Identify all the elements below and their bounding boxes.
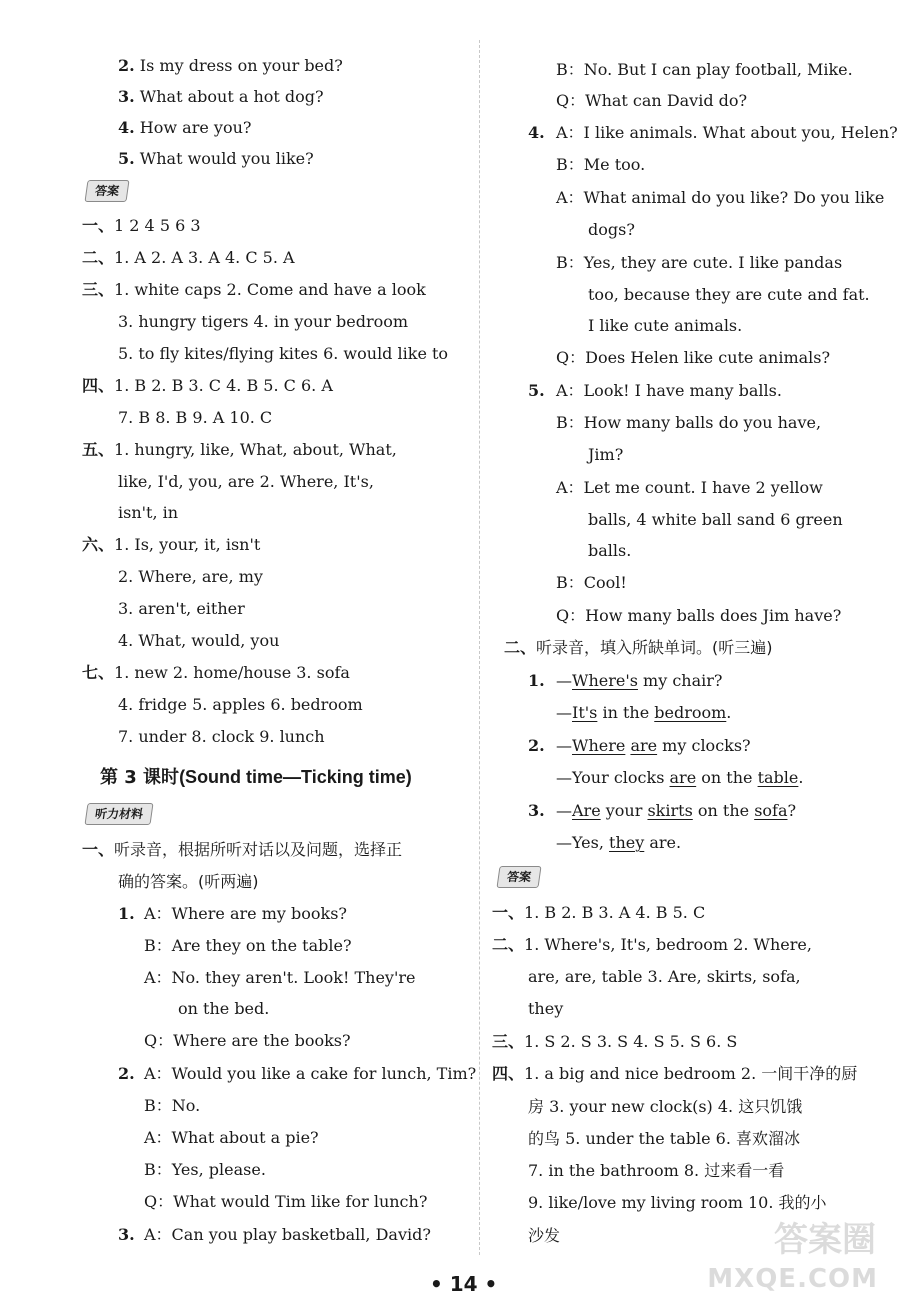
dialogue-line: Q：How many balls does Jim have? bbox=[556, 606, 842, 625]
lesson-title: 第 3 课时(Sound time—Ticking time) bbox=[100, 767, 412, 788]
dialogue-line: A：What about a pie? bbox=[144, 1128, 319, 1147]
answer-line: 六、1. Is, your, it, isn't bbox=[82, 535, 261, 554]
question-number: 2. bbox=[118, 1064, 135, 1083]
column-divider bbox=[479, 40, 480, 1255]
fill-line: —Your clocks are on the table. bbox=[556, 768, 804, 787]
dialogue-line: Jim? bbox=[588, 445, 624, 464]
fill-line: —Are your skirts on the sofa? bbox=[556, 801, 797, 820]
answer-line: 7. in the bathroom 8. 过来看一看 bbox=[528, 1161, 785, 1180]
answer-line: 一、1. B 2. B 3. A 4. B 5. C bbox=[492, 903, 706, 922]
dialogue-line: B：Yes, please. bbox=[144, 1160, 266, 1179]
answer-line: they bbox=[528, 999, 564, 1018]
answer-line: 4. fridge 5. apples 6. bedroom bbox=[118, 695, 363, 714]
question-number: 5. bbox=[528, 381, 545, 400]
answer-line: 3. hungry tigers 4. in your bedroom bbox=[118, 312, 409, 331]
question-number: 4. bbox=[528, 123, 545, 142]
question-number: 3. bbox=[528, 801, 545, 820]
watermark bbox=[707, 1210, 890, 1298]
dialogue-line: on the bed. bbox=[178, 999, 270, 1018]
dialogue-line: balls. bbox=[588, 541, 632, 560]
watermark-logo: 答案圈 bbox=[774, 1220, 876, 1260]
dialogue-line: A：Would you like a cake for lunch, Tim? bbox=[144, 1064, 477, 1083]
answer-line: 的鸟 5. under the table 6. 喜欢溜冰 bbox=[528, 1129, 801, 1148]
section-heading: 一、听录音，根据所听对话以及问题，选择正 bbox=[82, 840, 403, 859]
answer-line: 房 3. your new clock(s) 4. 这只饥饿 bbox=[528, 1097, 803, 1116]
page-number: • 14 • bbox=[430, 1272, 498, 1296]
dialogue-line: B：Are they on the table? bbox=[144, 936, 352, 955]
answer-line: 4. What, would, you bbox=[118, 631, 280, 650]
answer-line: like, I'd, you, are 2. Where, It's, bbox=[118, 472, 374, 491]
answer-line: 四、1. B 2. B 3. C 4. B 5. C 6. A bbox=[82, 376, 333, 395]
dialogue-line: A：Where are my books? bbox=[144, 904, 348, 923]
dialogue-line: Q：Does Helen like cute animals? bbox=[556, 348, 831, 367]
fill-line: —Yes, they are. bbox=[556, 833, 682, 852]
dialogue-line: B：No. bbox=[144, 1096, 201, 1115]
answer-line: are, are, table 3. Are, skirts, sofa, bbox=[528, 967, 801, 986]
answer-line: 四、1. a big and nice bedroom 2. 一间干净的厨 bbox=[492, 1064, 858, 1083]
fill-line: —Where's my chair? bbox=[556, 671, 723, 690]
fill-line: —It's in the bedroom. bbox=[556, 703, 732, 722]
question-number: 3. bbox=[118, 1225, 135, 1244]
question-number: 2. bbox=[528, 736, 545, 755]
dialogue-line: Q：Where are the books? bbox=[144, 1031, 351, 1050]
dialogue-line: A：Look! I have many balls. bbox=[556, 381, 782, 400]
listening-badge: 听力材料 bbox=[84, 803, 153, 825]
answer-line: 七、1. new 2. home/house 3. sofa bbox=[82, 663, 350, 682]
dialogue-line: B：No. But I can play football, Mike. bbox=[556, 60, 853, 79]
dialogue-line: Q：What can David do? bbox=[556, 91, 748, 110]
dialogue-line: Q：What would Tim like for lunch? bbox=[144, 1192, 428, 1211]
section-heading: 确的答案。(听两遍) bbox=[118, 872, 259, 891]
dialogue-line: A：What animal do you like? Do you like bbox=[556, 188, 885, 207]
dialogue-line: B：Me too. bbox=[556, 155, 646, 174]
dialogue-line: B：Yes, they are cute. I like pandas bbox=[556, 253, 843, 272]
dialogue-line: dogs? bbox=[588, 220, 635, 239]
answer-line: 3. aren't, either bbox=[118, 599, 245, 618]
answer-line: 三、1. S 2. S 3. S 4. S 5. S 6. S bbox=[492, 1032, 738, 1051]
answer-line: 沙发 bbox=[528, 1226, 561, 1245]
answer-line: 5. to fly kites/flying kites 6. would like to bbox=[118, 344, 449, 363]
answer-line: 7. under 8. clock 9. lunch bbox=[118, 727, 325, 746]
dialogue-line: too, because they are cute and fat. bbox=[588, 285, 870, 304]
dialogue-line: A：Can you play basketball, David? bbox=[144, 1225, 431, 1244]
answer-line: 二、1. Where's, It's, bedroom 2. Where, bbox=[492, 935, 812, 954]
answer-line: 三、1. white caps 2. Come and have a look bbox=[82, 280, 426, 299]
list-item: 5. What would you like? bbox=[118, 149, 314, 168]
answer-line: 2. Where, are, my bbox=[118, 567, 263, 586]
answer-line: 一、1 2 4 5 6 3 bbox=[82, 216, 201, 235]
dialogue-line: balls, 4 white ball sand 6 green bbox=[588, 510, 843, 529]
list-item: 2. Is my dress on your bed? bbox=[118, 56, 343, 75]
answer-line: 二、1. A 2. A 3. A 4. C 5. A bbox=[82, 248, 295, 267]
dialogue-line: I like cute animals. bbox=[588, 316, 743, 335]
fill-line: —Where are my clocks? bbox=[556, 736, 751, 755]
answers-badge: 答案 bbox=[84, 180, 129, 202]
watermark-url: MXQE.COM bbox=[707, 1264, 878, 1294]
dialogue-line: B：How many balls do you have, bbox=[556, 413, 822, 432]
list-item: 4. How are you? bbox=[118, 118, 252, 137]
dialogue-line: A：I like animals. What about you, Helen? bbox=[556, 123, 898, 142]
dialogue-line: A：Let me count. I have 2 yellow bbox=[556, 478, 823, 497]
dialogue-line: A：No. they aren't. Look! They're bbox=[144, 968, 416, 987]
section-heading: 二、听录音，填入所缺单词。(听三遍) bbox=[504, 638, 773, 657]
question-number: 1. bbox=[528, 671, 545, 690]
answer-line: 9. like/love my living room 10. 我的小 bbox=[528, 1193, 827, 1212]
list-item: 3. What about a hot dog? bbox=[118, 87, 324, 106]
dialogue-line: B：Cool! bbox=[556, 573, 627, 592]
answer-line: 7. B 8. B 9. A 10. C bbox=[118, 408, 273, 427]
answers-badge: 答案 bbox=[496, 866, 541, 888]
answer-line: 五、1. hungry, like, What, about, What, bbox=[82, 440, 397, 459]
question-number: 1. bbox=[118, 904, 135, 923]
answer-line: isn't, in bbox=[118, 503, 179, 522]
